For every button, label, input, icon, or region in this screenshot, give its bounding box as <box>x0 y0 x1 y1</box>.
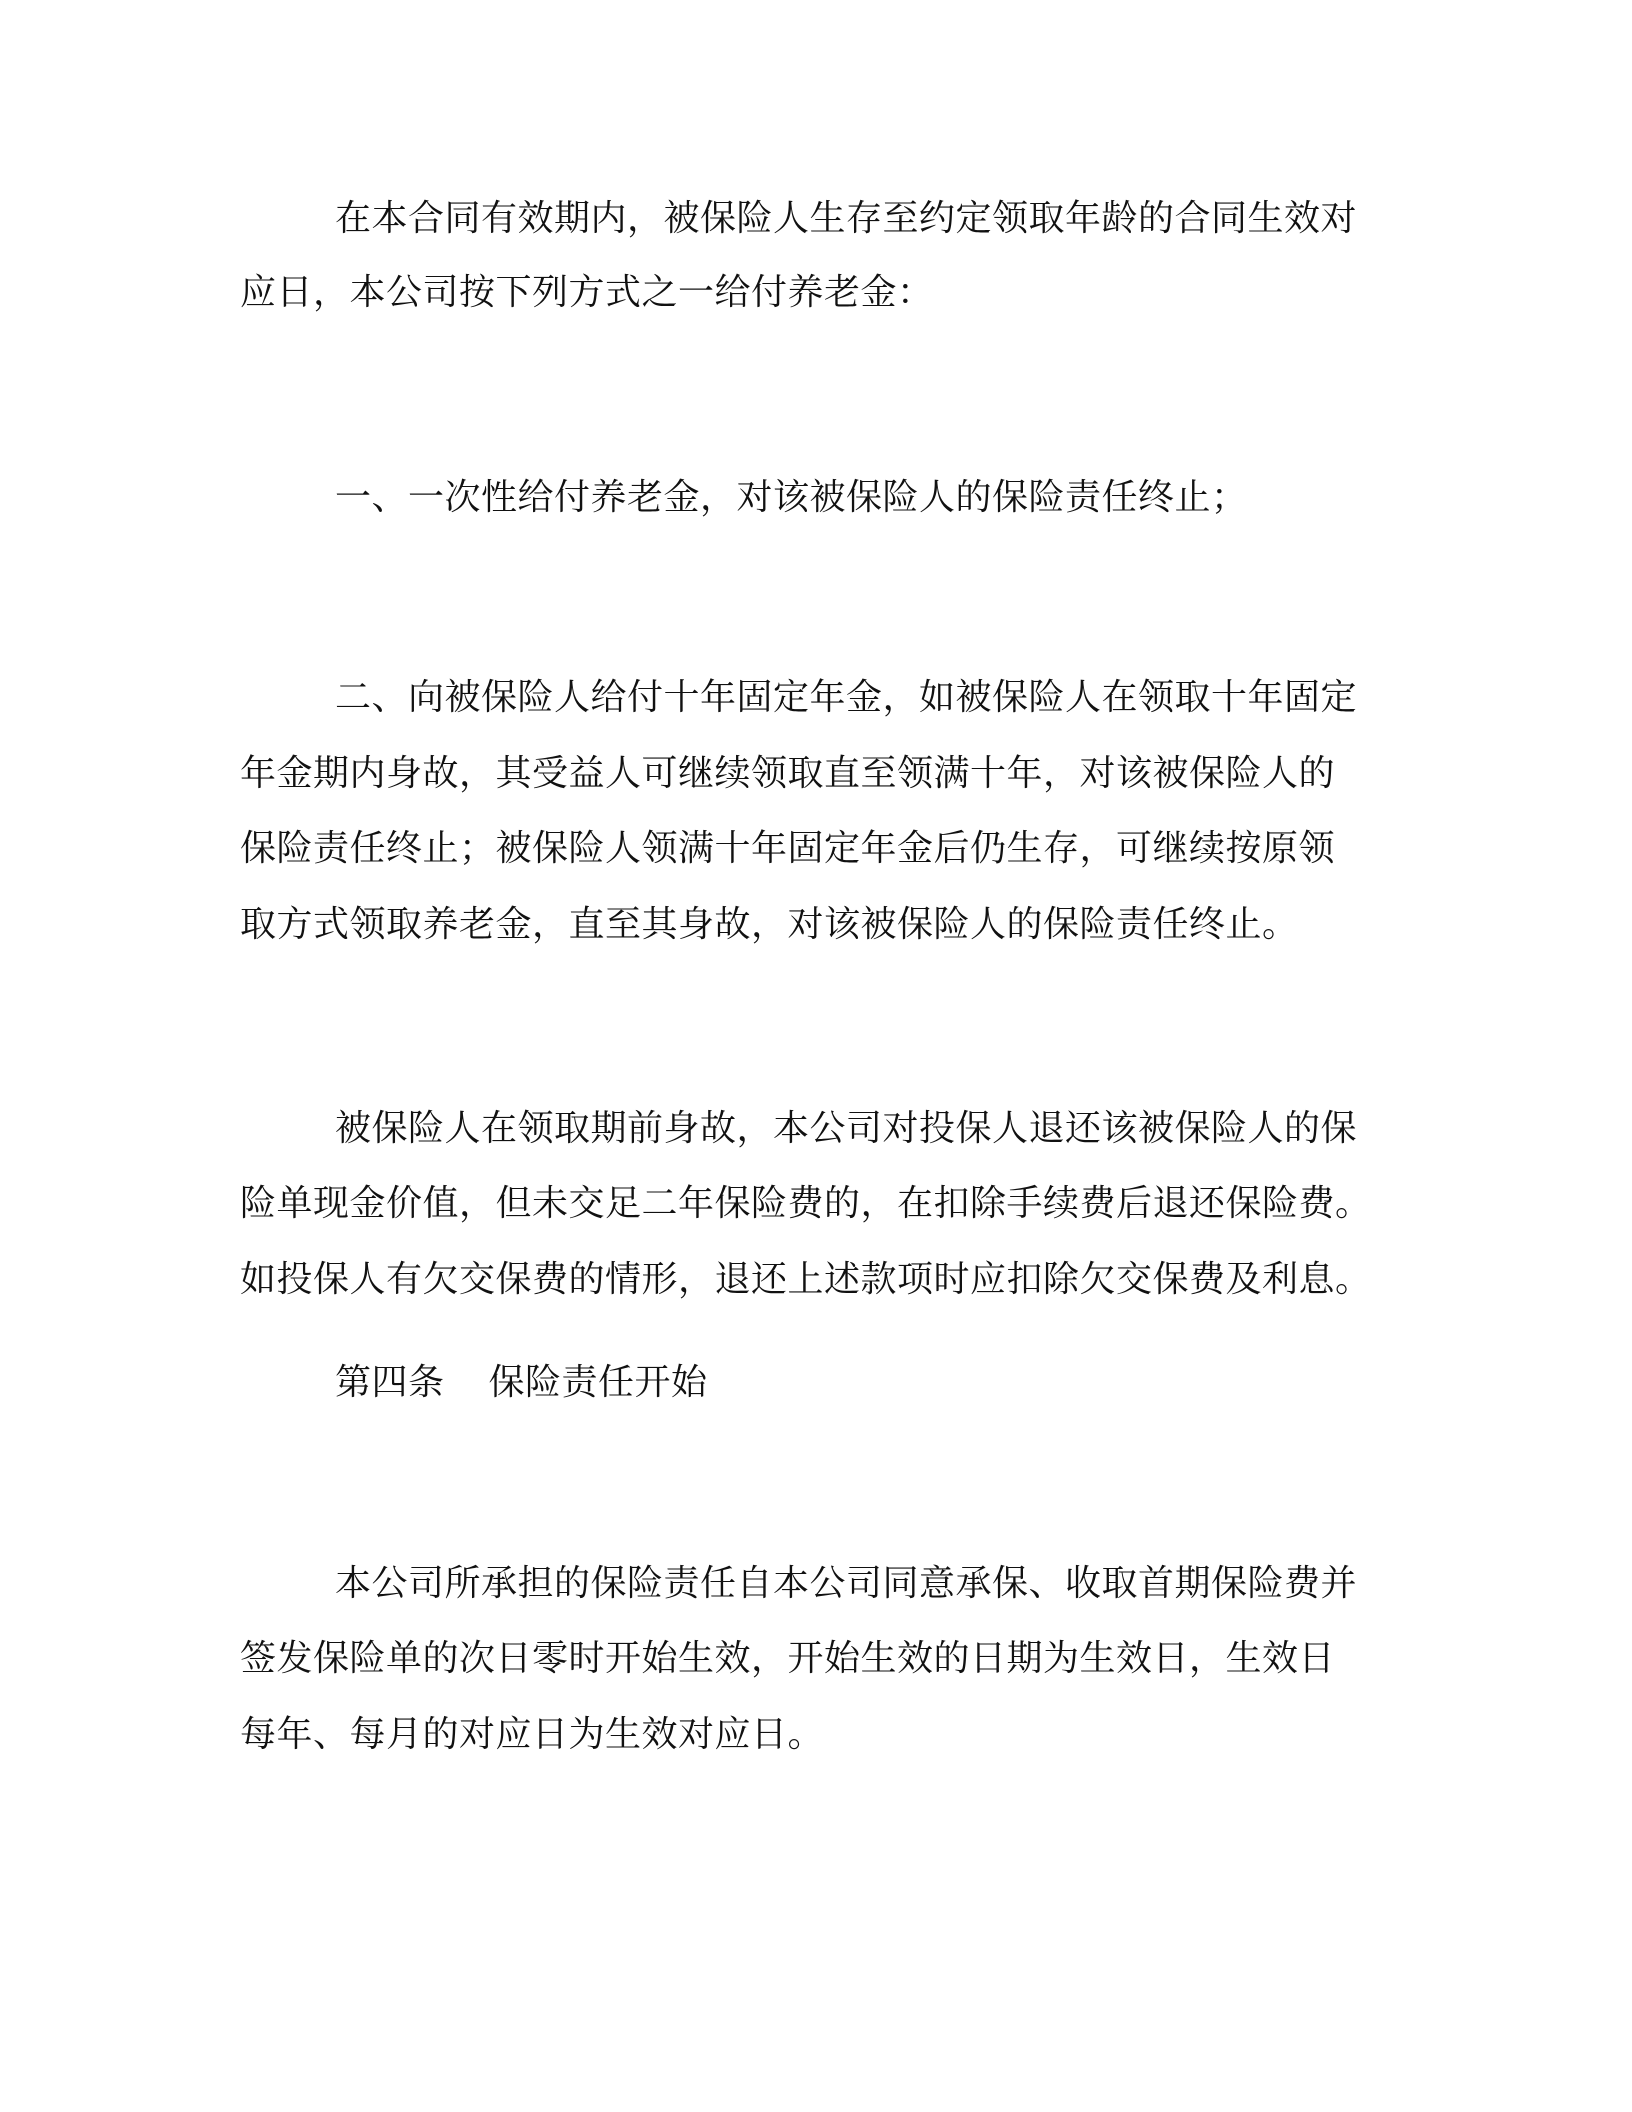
paragraph-4-line-1: 被保险人在领取期前身故，本公司对投保人退还该被保险人的保 <box>335 1108 1358 1149</box>
paragraph-3-line-1: 二、向被保险人给付十年固定年金，如被保险人在领取十年固定 <box>335 677 1358 718</box>
section-heading <box>335 1362 708 1403</box>
paragraph-5-line-1: 本公司所承担的保险责任自本公司同意承保、收取首期保险费并 <box>335 1563 1358 1604</box>
paragraph-4-line-3: 如投保人有欠交保费的情形，退还上述款项时应扣除欠交保费及利息。 <box>240 1259 1372 1300</box>
paragraph-3-line-4: 取方式领取养老金，直至其身故，对该被保险人的保险责任终止。 <box>240 904 1299 945</box>
paragraph-1-line-2: 应日，本公司按下列方式之一给付养老金： <box>240 272 934 313</box>
paragraph-5-line-3: 每年、每月的对应日为生效对应日。 <box>240 1714 825 1755</box>
section-title: 保险责任开始 <box>488 1362 708 1403</box>
paragraph-4-line-2: 险单现金价值，但未交足二年保险费的，在扣除手续费后退还保险费。 <box>240 1183 1372 1224</box>
section-number: 第四条 <box>335 1362 445 1403</box>
paragraph-2-line-1: 一、一次性给付养老金，对该被保险人的保险责任终止； <box>335 477 1248 518</box>
paragraph-5-line-2: 签发保险单的次日零时开始生效，开始生效的日期为生效日，生效日 <box>240 1638 1336 1679</box>
paragraph-3-line-2: 年金期内身故，其受益人可继续领取直至领满十年，对该被保险人的 <box>240 753 1336 794</box>
paragraph-3-line-3: 保险责任终止；被保险人领满十年固定年金后仍生存，可继续按原领 <box>240 828 1336 869</box>
paragraph-1-line-1: 在本合同有效期内，被保险人生存至约定领取年龄的合同生效对 <box>335 198 1358 239</box>
